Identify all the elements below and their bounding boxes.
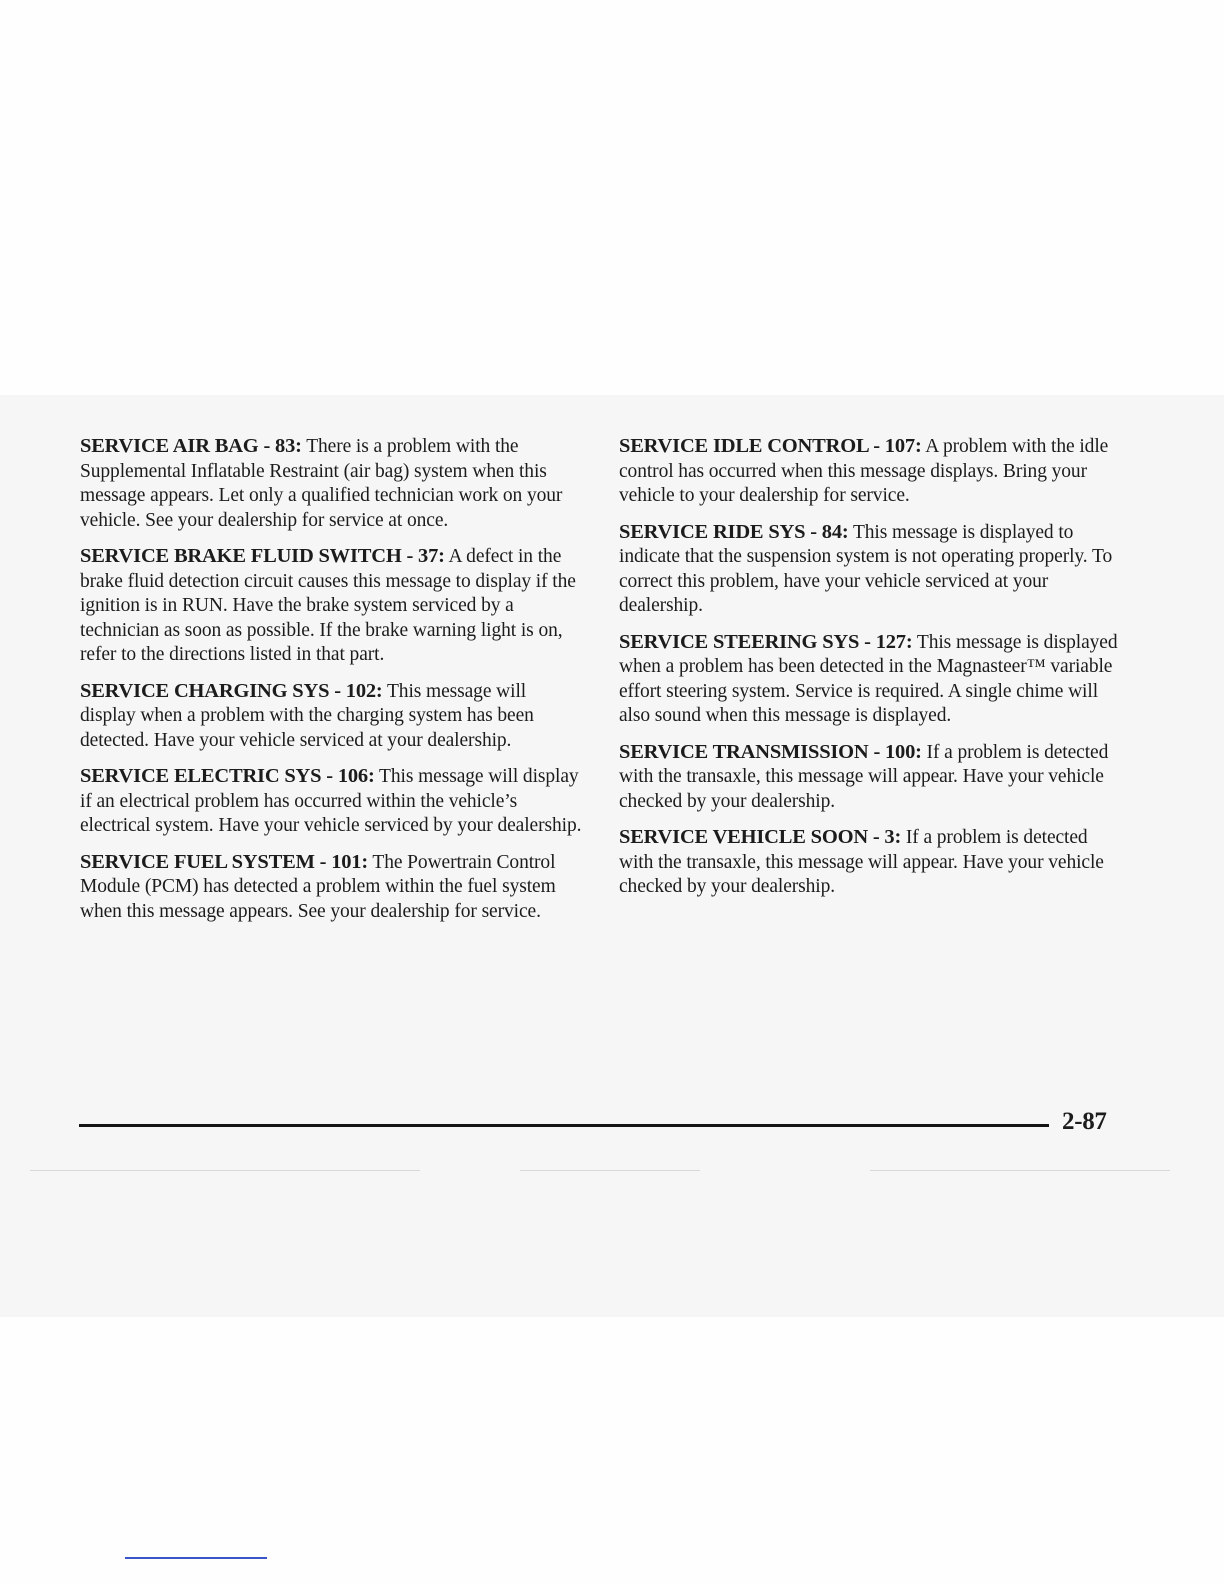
right-column: [619, 434, 1124, 911]
message-entry-brake-fluid: [80, 544, 585, 668]
message-heading: SERVICE FUEL SYSTEM - 101:: [80, 850, 368, 873]
message-entry-air-bag: [80, 434, 585, 533]
message-entry-steering: [619, 630, 1124, 729]
message-text: There is a problem with the Supplemental Inflatable Restraint (air bag) system when this message appears. Let only a qualified technician work on your vehicle. See your dealership for service at once.: [80, 436, 563, 531]
message-entry-idle-control: [619, 434, 1124, 509]
message-entry-ride: [619, 520, 1124, 619]
message-heading: SERVICE ELECTRIC SYS - 106:: [80, 765, 375, 787]
message-heading: SERVICE CHARGING SYS - 102:: [80, 679, 383, 702]
message-heading: SERVICE VEHICLE SOON - 3:: [619, 826, 902, 848]
message-entry-fuel: [80, 850, 585, 925]
message-text: This message will display if an electrical problem has occurred within the vehicle’s electrical system. Have your vehicle serviced by your dealership.: [80, 766, 582, 836]
message-heading: SERVICE RIDE SYS - 84:: [619, 520, 849, 543]
message-heading: SERVICE BRAKE FLUID SWITCH - 37:: [80, 545, 445, 567]
message-text: If a problem is detected with the transaxle, this message will appear. Have your vehicle checked by your dealership.: [619, 827, 1104, 897]
edge-mark: [125, 1557, 267, 1559]
scan-artifact-line: [870, 1170, 1170, 1171]
message-heading: SERVICE STEERING SYS - 127:: [619, 630, 913, 653]
message-text: This message is displayed to indicate that the suspension system is not operating properly. To correct this problem, have your vehicle serviced at your dealership.: [619, 521, 1113, 616]
message-text: This message will display when a problem with the charging system has been detected. Have your vehicle serviced at your dealership.: [80, 680, 534, 751]
message-text: The Powertrain Control Module (PCM) has detected a problem within the fuel system when this message appears. See your dealership for service.: [80, 851, 556, 922]
message-heading: SERVICE TRANSMISSION - 100:: [619, 740, 922, 763]
message-heading: SERVICE IDLE CONTROL - 107:: [619, 435, 922, 457]
left-column: [80, 434, 585, 935]
message-text: A problem with the idle control has occurred when this message displays. Bring your vehicle to your dealership for service.: [619, 436, 1109, 506]
page-number: 2-87: [1062, 1108, 1107, 1135]
message-heading: SERVICE AIR BAG - 83:: [80, 435, 302, 457]
message-entry-transmission: [619, 740, 1124, 815]
message-text: A defect in the brake fluid detection circuit causes this message to display if the ignition is in RUN. Have the brake system serviced by a technician as soon as possible. If the brake warning light is on, refer to the directions listed in that part.: [80, 546, 576, 665]
message-entry-charging: [80, 679, 585, 754]
message-entry-electric: [80, 764, 585, 839]
message-entry-vehicle-soon: [619, 825, 1124, 900]
message-text: If a problem is detected with the transaxle, this message will appear. Have your vehicle checked by your dealership.: [619, 741, 1109, 812]
message-text: This message is displayed when a problem has been detected in the Magnasteer™ variable effort steering system. Service is required. A single chime will also sound when this message is displayed.: [619, 631, 1118, 726]
scan-artifact-line: [30, 1170, 420, 1171]
footer-rule: [79, 1124, 1049, 1127]
scan-artifact-line: [520, 1170, 700, 1171]
